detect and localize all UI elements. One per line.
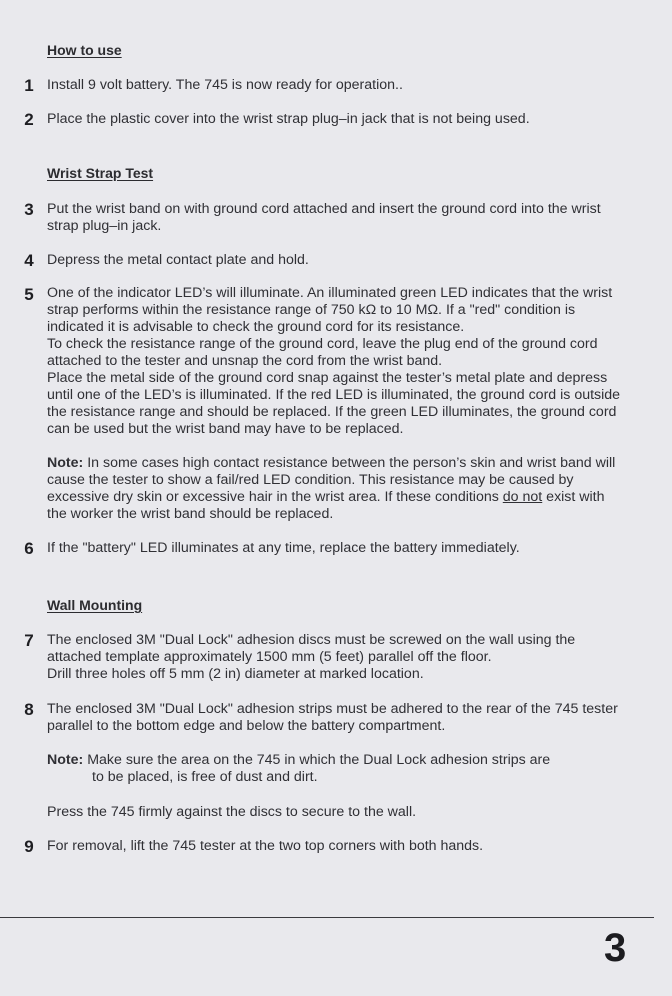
- step-7-block: [47, 632, 625, 683]
- step-7-paragraph-1: The enclosed 3M "Dual Lock" adhesion discs must be screwed on the wall using the attached template approximately 1500 mm (5 feet) parallel off the floor.: [47, 632, 576, 665]
- step-number-8: 8: [24, 700, 34, 719]
- step-3-text: Put the wrist band on with ground cord attached and insert the ground cord into the wrist strap plug–in jack.: [47, 201, 601, 234]
- step-1-text: Install 9 volt battery. The 745 is now ready for operation..: [47, 77, 403, 93]
- step-number-4: 4: [24, 251, 34, 270]
- step-number-3: 3: [24, 200, 34, 219]
- note-underlined-text: do not: [502, 489, 543, 505]
- note-2-line-2: to be placed, is free of dust and dirt.: [92, 769, 318, 785]
- step-number-7: 7: [24, 631, 34, 650]
- step-6-text: If the "battery" LED illuminates at any time, replace the battery immediately.: [47, 540, 520, 556]
- step-5-paragraph-1: One of the indicator LED’s will illuminate. An illuminated green LED indicates that the wrist strap performs within the resistance range of 750 kΩ to 10 MΩ. If a "red" condition is indicated it is advisable to check the ground cord for its resistance.: [47, 285, 613, 335]
- step-5-paragraph-2: To check the resistance range of the ground cord, leave the plug end of the ground cord attached to the tester and unsnap the cord from the wrist band.: [47, 336, 598, 369]
- step-8-note: [47, 752, 625, 786]
- note-label: Note:: [47, 455, 84, 471]
- step-5-note: [47, 455, 625, 523]
- step-number-2: 2: [24, 110, 34, 129]
- note-text-part-1: In some cases high contact resistance between the person’s skin and wrist band will cause the tester to show a fail/red LED condition. This resistance may be caused by excessive dry skin or excessive hair in the wrist area. If these conditions: [47, 455, 616, 505]
- section-heading-how-to-use: How to use: [47, 42, 122, 58]
- step-8-text: The enclosed 3M "Dual Lock" adhesion strips must be adhered to the rear of the 745 tester parallel to the bottom edge and below the battery compartment.: [47, 701, 618, 734]
- step-7-paragraph-2: Drill three holes off 5 mm (2 in) diameter at marked location.: [47, 666, 424, 682]
- note-label-2: Note:: [47, 752, 84, 768]
- step-number-1: 1: [24, 76, 34, 95]
- step-number-9: 9: [24, 837, 34, 856]
- step-5-block: [47, 285, 625, 438]
- note-2-line-1: Make sure the area on the 745 in which the Dual Lock adhesion strips are: [83, 752, 551, 768]
- note-text-part-2: exist with the worker the wrist band should be replaced.: [47, 489, 605, 522]
- step-4-text: Depress the metal contact plate and hold.: [47, 252, 309, 268]
- step-8-press-text: Press the 745 firmly against the discs to secure to the wall.: [47, 804, 417, 820]
- step-2-text: Place the plastic cover into the wrist strap plug–in jack that is not being used.: [47, 111, 530, 127]
- footer-divider: [0, 917, 654, 918]
- page-number: 3: [604, 926, 627, 970]
- step-number-5: 5: [24, 285, 34, 304]
- step-5-paragraph-3: Place the metal side of the ground cord snap against the tester’s metal plate and depress until one of the LED’s is illuminated. If the red LED is illuminated, the ground cord is outside the resistance range and should be replaced. If the green LED illuminates, the ground cord can be used but the wrist band may have to be replaced.: [47, 370, 621, 437]
- section-heading-wall-mounting: Wall Mounting: [47, 597, 143, 613]
- step-9-text: For removal, lift the 745 tester at the two top corners with both hands.: [47, 838, 484, 854]
- step-number-6: 6: [24, 539, 34, 558]
- section-heading-wrist-strap-test: Wrist Strap Test: [47, 165, 154, 181]
